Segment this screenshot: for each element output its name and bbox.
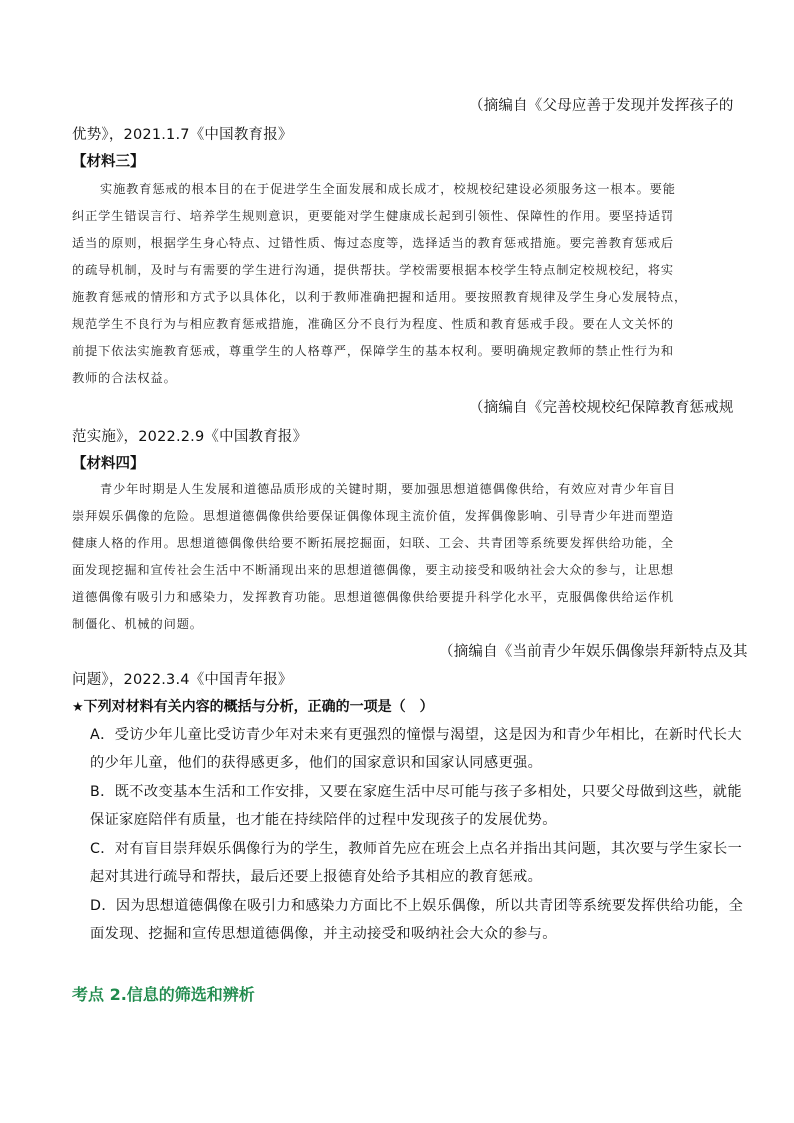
material-4-line: 面发现挖掘和宣传社会生活中不断涌现出来的思想道德偶像，要主动接受和吸纳社会大众的参与，让思想 (72, 563, 675, 577)
option-a-line1[interactable]: A．受访少年儿童比受访青少年对未来有更强烈的憧憬与渴望，这是因为和青少年相比，在新时代长大 (90, 727, 742, 743)
star-icon: ★ (72, 700, 84, 715)
section-heading: 考点 2.信息的筛选和辨析 (72, 985, 255, 1004)
material-3-line: 教师的合法权益。 (72, 371, 177, 385)
material-4-line: 制僵化、机械的问题。 (72, 617, 203, 631)
option-d-line2[interactable]: 面发现、挖掘和宣传思想道德偶像，并主动接受和吸纳社会大众的参与。 (90, 926, 557, 942)
material-3-line: 前提下依法实施教育惩戒，尊重学生的人格尊严，保障学生的基本权利。要明确规定教师的禁止性行为和 (72, 344, 675, 358)
material-4-line: 健康人格的作用。思想道德偶像供给要不断拓展挖掘面，妇联、工会、共青团等系统要发挥供给功能，全 (72, 536, 675, 550)
material-3-line: 施教育惩戒的情形和方式予以具体化，以利于教师准确把握和适用。要按照教育规律及学生身心发展特点， (72, 290, 688, 304)
option-c-line2[interactable]: 起对其进行疏导和帮扶，最后还要上报德育处给予其相应的教育惩戒。 (90, 869, 543, 885)
option-c-line1[interactable]: C．对有盲目崇拜娱乐偶像行为的学生，教师首先应在班会上点名并指出其问题，其次要与学生家长一 (90, 841, 743, 857)
question-text: 下列对材料有关内容的概括与分析，正确的一项是（ ） (83, 699, 434, 715)
option-b-line1[interactable]: B．既不改变基本生活和工作安排，又要在家庭生活中尽可能与孩子多相处，只要父母做到这些，就能 (90, 784, 742, 800)
material-3-line: 适当的原则，根据学生身心特点、过错性质、悔过态度等，选择适当的教育惩戒措施。要完善教育惩戒后 (72, 236, 675, 250)
source-citation-1-line1: （摘编自《父母应善于发现并发挥孩子的 (469, 98, 734, 114)
option-d-line1[interactable]: D．因为思想道德偶像在吸引力和感染力方面比不上娱乐偶像，所以共青团等系统要发挥供给功能，全 (90, 898, 744, 914)
option-b-line2[interactable]: 保证家庭陪伴有质量，也才能在持续陪伴的过程中发现孩子的发展优势。 (90, 812, 557, 828)
material-4-line: 崇拜娱乐偶像的危险。思想道德偶像供给要保证偶像体现主流价值，发挥偶像影响、引导青少年进而塑造 (72, 509, 675, 523)
material-3-line: 的疏导机制，及时与有需要的学生进行沟通，提供帮扶。学校需要根据本校学生特点制定校规校纪，将实 (72, 263, 675, 277)
material-3-heading: 【材料三】 (72, 154, 145, 170)
option-a-line2[interactable]: 的少年儿童，他们的获得感更多，他们的国家意识和国家认同感更强。 (90, 755, 543, 771)
source-citation-4-line2: 问题》，2022.3.4《中国青年报》 (72, 672, 293, 688)
source-citation-1-line2: 优势》，2021.1.7《中国教育报》 (72, 127, 293, 143)
material-4-line: 道德偶像有吸引力和感染力，发挥教育功能。思想道德偶像供给要提升科学化水平，克服偶像供给运作机 (72, 590, 675, 604)
question-stem (72, 696, 434, 716)
source-citation-4-line1: （摘编自《当前青少年娱乐偶像崇拜新特点及其 (439, 644, 748, 660)
material-4-line: 青少年时期是人生发展和道德品质形成的关键时期，要加强思想道德偶像供给，有效应对青少年盲目 (100, 482, 676, 496)
material-4-heading: 【材料四】 (72, 456, 145, 472)
source-citation-3-line1: （摘编自《完善校规校纪保障教育惩戒规 (469, 400, 734, 416)
material-3-line: 实施教育惩戒的根本目的在于促进学生全面发展和成长成才，校规校纪建设必须服务这一根本。要能 (100, 182, 676, 196)
source-citation-3-line2: 范实施》，2022.2.9《中国教育报》 (72, 429, 308, 445)
material-3-line: 纠正学生错误言行、培养学生规则意识，更要能对学生健康成长起到引领性、保障性的作用。要坚持适罚 (72, 209, 675, 223)
material-3-line: 规范学生不良行为与相应教育惩戒措施，准确区分不良行为程度、性质和教育惩戒手段。要在人文关怀的 (72, 317, 675, 331)
